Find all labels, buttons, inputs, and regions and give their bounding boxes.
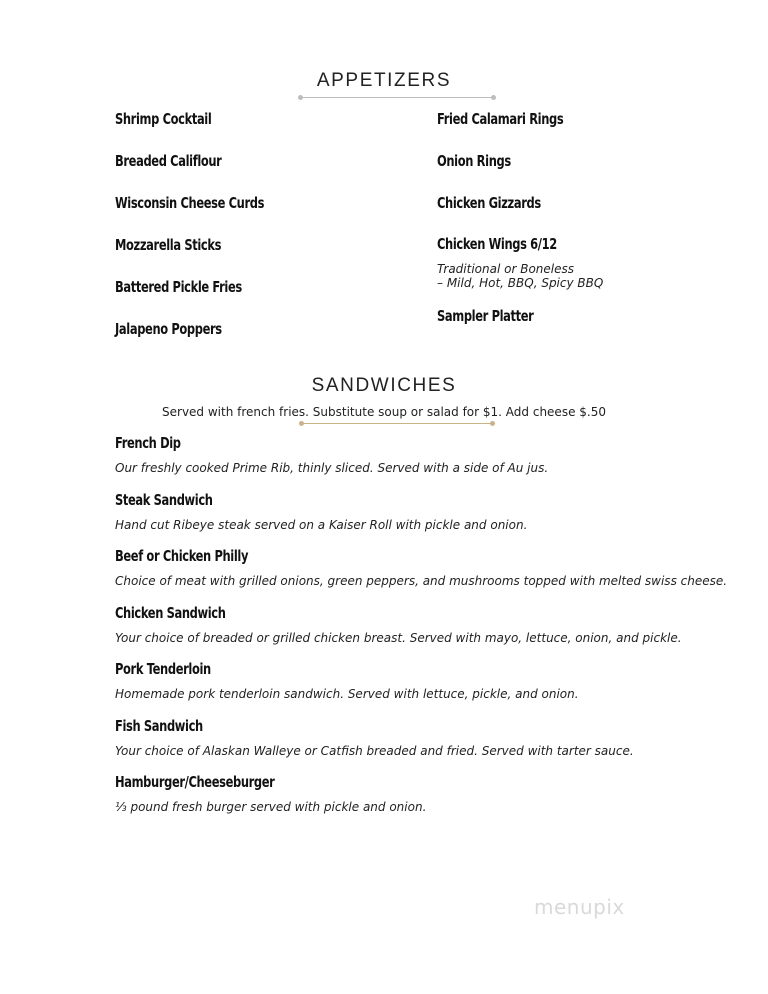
sandwich-desc: Your choice of breaded or grilled chicken breast. Served with mayo, lettuce, onion, and pickle.	[115, 631, 682, 645]
appetizer-item: Onion Rings	[437, 152, 511, 170]
appetizer-item: Chicken Wings 6/12	[437, 235, 557, 253]
sandwich-name: French Dip	[115, 434, 181, 452]
appetizers-divider	[300, 97, 494, 98]
appetizers-heading: APPETIZERS	[316, 70, 452, 91]
sandwiches-divider	[301, 423, 493, 424]
sandwich-desc: Our freshly cooked Prime Rib, thinly sliced. Served with a side of Au jus.	[115, 461, 549, 475]
appetizer-item: Fried Calamari Rings	[437, 110, 564, 128]
wings-note-line2: – Mild, Hot, BBQ, Spicy BBQ	[437, 276, 604, 290]
sandwiches-heading: SANDWICHES	[311, 375, 457, 396]
sandwich-name: Pork Tenderloin	[115, 660, 211, 678]
appetizer-item: Jalapeno Poppers	[115, 320, 222, 338]
appetizer-item: Chicken Gizzards	[437, 194, 541, 212]
sandwich-desc: ⅓ pound fresh burger served with pickle and onion.	[115, 800, 427, 814]
sandwich-desc: Homemade pork tenderloin sandwich. Served with lettuce, pickle, and onion.	[115, 687, 579, 701]
wings-note-line1: Traditional or Boneless	[437, 262, 574, 276]
appetizer-item: Battered Pickle Fries	[115, 278, 242, 296]
sandwich-name: Steak Sandwich	[115, 491, 213, 509]
sandwich-desc: Your choice of Alaskan Walleye or Catfish breaded and fried. Served with tarter sauce.	[115, 744, 634, 758]
appetizer-item: Breaded Califlour	[115, 152, 222, 170]
appetizer-item: Wisconsin Cheese Curds	[115, 194, 265, 212]
sandwich-name: Hamburger/Cheeseburger	[115, 773, 275, 791]
sandwich-desc: Hand cut Ribeye steak served on a Kaiser Roll with pickle and onion.	[115, 518, 528, 532]
sandwiches-subtitle: Served with french fries. Substitute soup or salad for $1. Add cheese $.50	[162, 405, 606, 419]
appetizer-item: Mozzarella Sticks	[115, 236, 222, 254]
appetizer-item: Shrimp Cocktail	[115, 110, 212, 128]
sandwich-name: Beef or Chicken Philly	[115, 547, 249, 565]
appetizer-item: Sampler Platter	[437, 307, 534, 325]
watermark-logo: menupix	[534, 895, 625, 919]
sandwich-name: Chicken Sandwich	[115, 604, 226, 622]
sandwich-name: Fish Sandwich	[115, 717, 203, 735]
sandwich-desc: Choice of meat with grilled onions, green peppers, and mushrooms topped with melted swiss cheese.	[115, 574, 728, 588]
